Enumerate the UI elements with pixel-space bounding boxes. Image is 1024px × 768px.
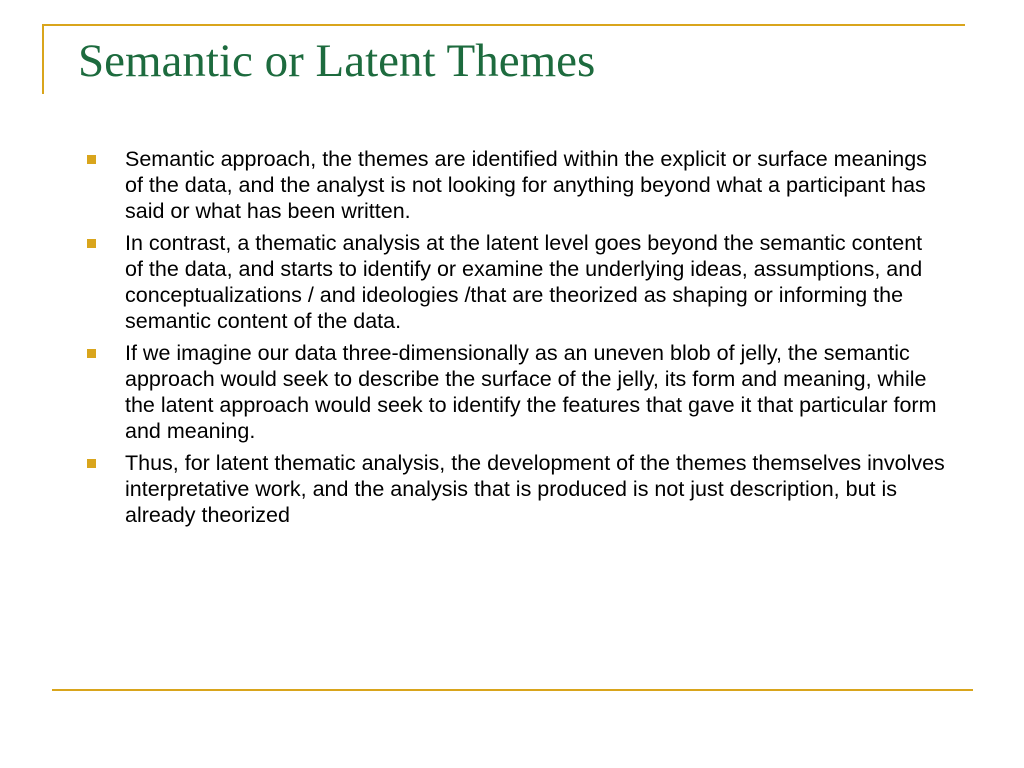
square-bullet-icon bbox=[87, 459, 96, 468]
bottom-border-line bbox=[52, 689, 973, 691]
square-bullet-icon bbox=[87, 349, 96, 358]
bullet-item bbox=[86, 340, 956, 444]
bullet-text: Semantic approach, the themes are identified within the explicit or surface meanings of the data, and the analyst is not looking for anything beyond what a participant has said or what has been written. bbox=[125, 147, 927, 223]
bullet-text: In contrast, a thematic analysis at the latent level goes beyond the semantic content of the data, and starts to identify or examine the underlying ideas, assumptions, and conceptualizations / and ideologies /that are theorized as shaping or informing the semantic content of the data. bbox=[125, 231, 923, 333]
bullet-item bbox=[86, 146, 956, 224]
square-bullet-icon bbox=[87, 155, 96, 164]
slide-title: Semantic or Latent Themes bbox=[78, 35, 596, 87]
bullet-text: If we imagine our data three-dimensionally as an uneven blob of jelly, the semantic approach would seek to describe the surface of the jelly, its form and meaning, while the latent approach would seek to identify the features that gave it that particular form and meaning. bbox=[125, 341, 937, 443]
bullet-item bbox=[86, 450, 956, 528]
bullet-list bbox=[86, 146, 956, 534]
left-border-line bbox=[42, 24, 44, 94]
bullet-text: Thus, for latent thematic analysis, the development of the themes themselves involves interpretative work, and the analysis that is produced is not just description, but is already theorized bbox=[125, 451, 945, 527]
bullet-item bbox=[86, 230, 956, 334]
top-border-line bbox=[42, 24, 965, 26]
square-bullet-icon bbox=[87, 239, 96, 248]
